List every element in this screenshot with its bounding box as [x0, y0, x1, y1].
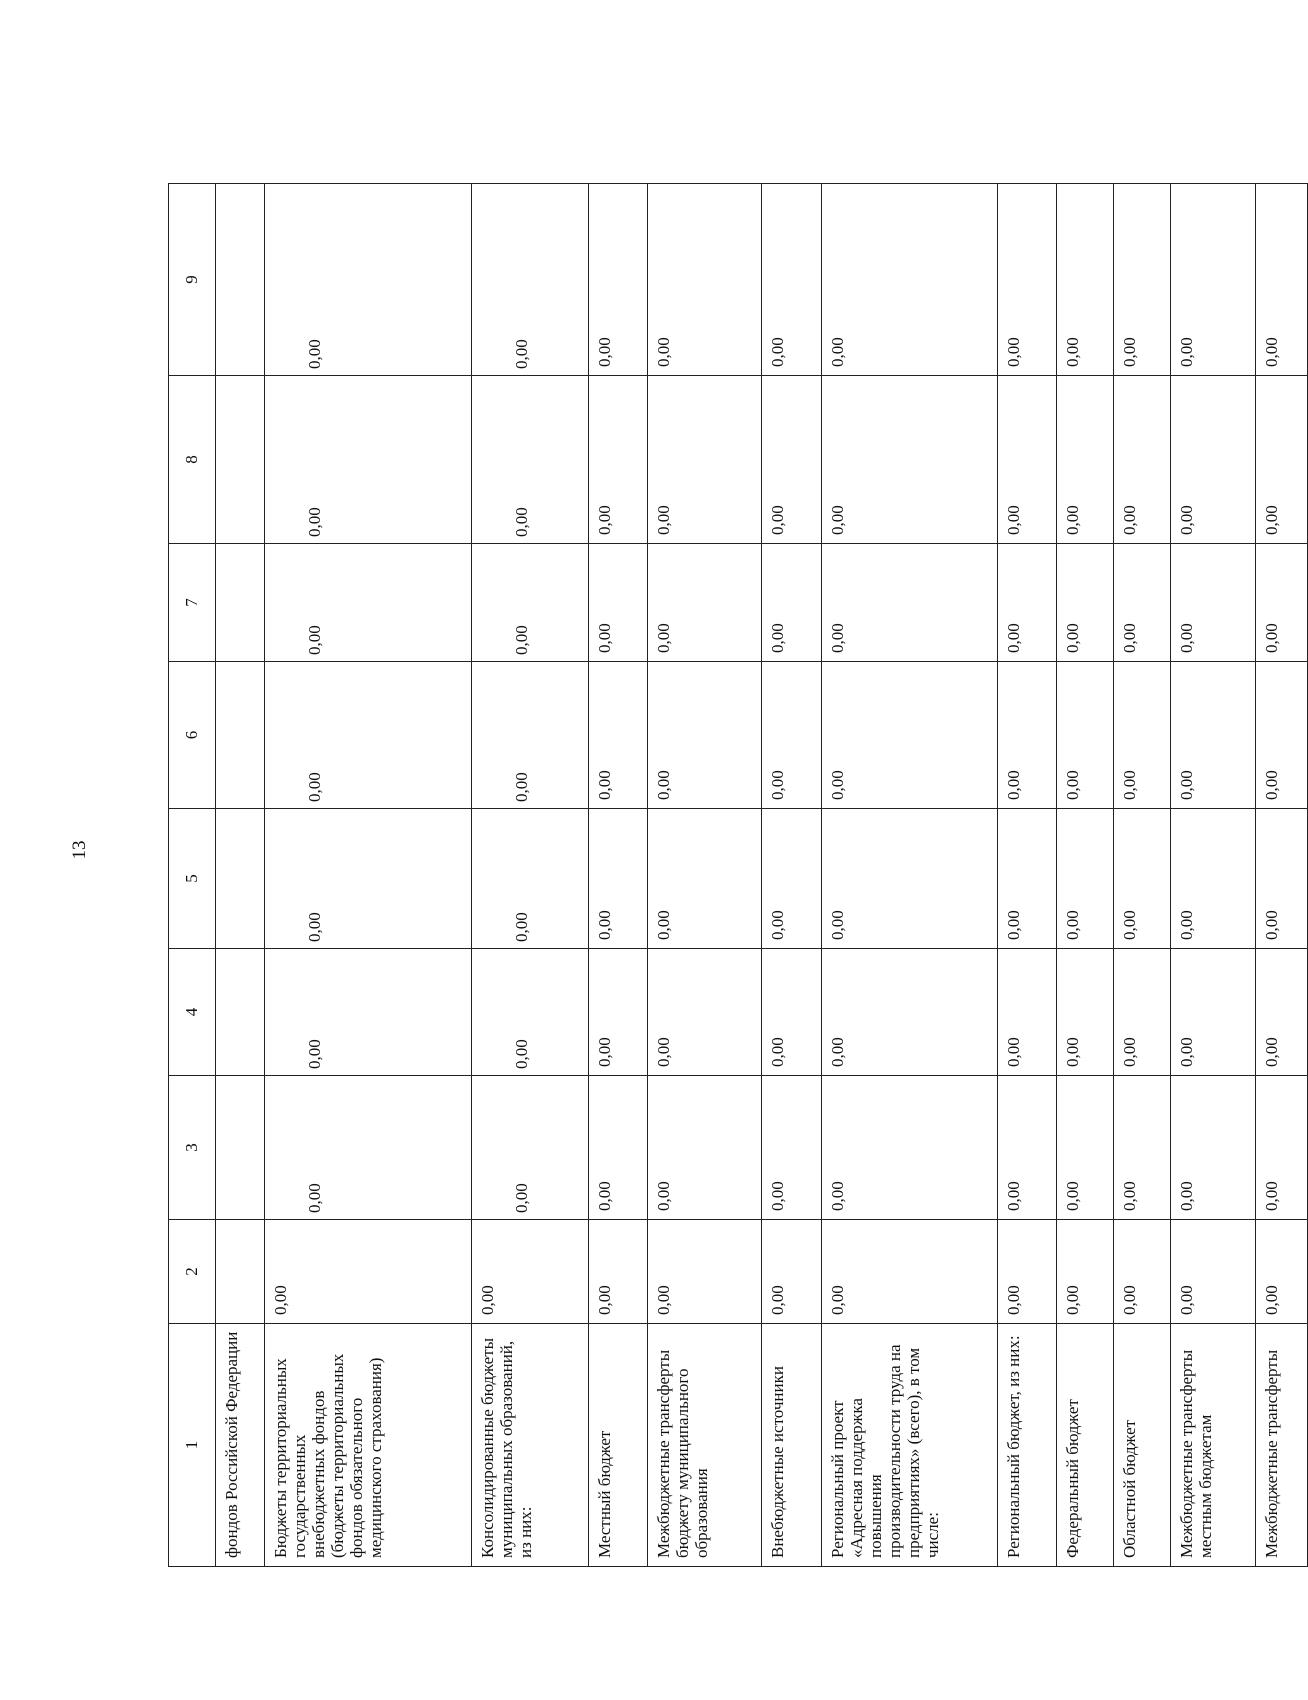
table-cell: 0,00 — [588, 949, 648, 1076]
table-cell: 0,00 — [1056, 809, 1113, 949]
table-cell: 0,00 — [762, 949, 822, 1076]
table-row — [998, 184, 1056, 1567]
table-cell: 0,00 — [1113, 184, 1170, 376]
table-cell: 0,00 — [1113, 376, 1170, 544]
table-cell: 0,00 — [1256, 809, 1308, 949]
table-cell: 0,00 — [762, 1076, 822, 1220]
table-cell: 0,00 — [1256, 1076, 1308, 1220]
column-header: 7 — [169, 544, 216, 662]
table-cell: 0,00 — [648, 662, 762, 809]
table-cell: 0,00 — [822, 809, 998, 949]
table-cell: 0,00 — [472, 376, 589, 544]
table-cell: 0,00 — [1113, 544, 1170, 662]
table-cell: 0,00 — [648, 1076, 762, 1220]
table-cell: 0,00 — [1170, 809, 1256, 949]
row-label: Бюджеты территориальных государственных внебюджетных фондов (бюджеты территориальных фондов обязательного медицинского страхования) — [264, 1324, 471, 1567]
table-cell: 0,00 — [472, 949, 589, 1076]
table-cell: 0,00 — [264, 949, 471, 1076]
table-cell — [215, 184, 264, 376]
table-cell: 0,00 — [822, 1076, 998, 1220]
table-cell: 0,00 — [822, 376, 998, 544]
column-header: 3 — [169, 1076, 216, 1220]
table-cell: 0,00 — [1256, 1220, 1308, 1324]
table-cell: 0,00 — [264, 184, 471, 376]
table-cell: 0,00 — [472, 184, 589, 376]
row-label: Региональный бюджет, из них: — [998, 1324, 1056, 1567]
table-cell: 0,00 — [588, 1076, 648, 1220]
table-cell: 0,00 — [998, 809, 1056, 949]
column-header: 1 — [169, 1324, 216, 1567]
table-cell: 0,00 — [1256, 662, 1308, 809]
table-cell: 0,00 — [822, 184, 998, 376]
table-cell — [215, 949, 264, 1076]
table-cell: 0,00 — [762, 662, 822, 809]
table-cell — [215, 809, 264, 949]
row-label: Областной бюджет — [1113, 1324, 1170, 1567]
table-cell: 0,00 — [998, 544, 1056, 662]
column-header: 4 — [169, 949, 216, 1076]
table-cell: 0,00 — [1056, 1220, 1113, 1324]
table-cell: 0,00 — [472, 809, 589, 949]
table-cell: 0,00 — [822, 1220, 998, 1324]
table-cell — [215, 1220, 264, 1324]
row-label: Межбюджетные трансферты местным бюджетам — [1170, 1324, 1256, 1567]
table-cell: 0,00 — [1170, 1076, 1256, 1220]
table-cell: 0,00 — [264, 1076, 471, 1220]
row-label: Местный бюджет — [588, 1324, 648, 1567]
column-header: 6 — [169, 662, 216, 809]
table-cell: 0,00 — [588, 662, 648, 809]
table-row — [1056, 184, 1113, 1567]
table-cell: 0,00 — [998, 949, 1056, 1076]
table-row — [1113, 184, 1170, 1567]
table-cell: 0,00 — [648, 376, 762, 544]
table-cell: 0,00 — [762, 809, 822, 949]
table-cell: 0,00 — [1113, 1076, 1170, 1220]
table-cell: 0,00 — [1170, 662, 1256, 809]
budget-table — [168, 183, 1308, 1567]
table-cell: 0,00 — [762, 184, 822, 376]
table-cell: 0,00 — [822, 662, 998, 809]
table-cell: 0,00 — [998, 376, 1056, 544]
table-cell: 0,00 — [1056, 949, 1113, 1076]
table-row — [648, 184, 762, 1567]
table-cell: 0,00 — [762, 1220, 822, 1324]
table-row — [1170, 184, 1256, 1567]
column-header: 2 — [169, 1220, 216, 1324]
table-cell: 0,00 — [264, 544, 471, 662]
table-cell: 0,00 — [1256, 949, 1308, 1076]
table-cell: 0,00 — [1056, 662, 1113, 809]
table-cell: 0,00 — [264, 809, 471, 949]
column-header: 8 — [169, 376, 216, 544]
table-cell: 0,00 — [1256, 184, 1308, 376]
row-label: Консолидированные бюджеты муниципальных образований, из них: — [472, 1324, 589, 1567]
table-cell: 0,00 — [1256, 376, 1308, 544]
table-cell: 0,00 — [998, 1220, 1056, 1324]
table-row — [822, 184, 998, 1567]
table-cell: 0,00 — [648, 949, 762, 1076]
table-cell: 0,00 — [1113, 1220, 1170, 1324]
table-cell: 0,00 — [472, 662, 589, 809]
table-cell: 0,00 — [998, 1076, 1056, 1220]
table-header-row — [169, 184, 216, 1567]
row-label: Межбюджетные трансферты бюджету муниципального образования — [648, 1324, 762, 1567]
table-cell: 0,00 — [1113, 662, 1170, 809]
table-cell: 0,00 — [1170, 949, 1256, 1076]
table-cell — [215, 544, 264, 662]
table-cell: 0,00 — [1113, 949, 1170, 1076]
table-cell: 0,00 — [648, 1220, 762, 1324]
table-cell: 0,00 — [1170, 544, 1256, 662]
row-label: Федеральный бюджет — [1056, 1324, 1113, 1567]
table-row — [588, 184, 648, 1567]
column-header: 5 — [169, 809, 216, 949]
table-cell: 0,00 — [1256, 544, 1308, 662]
table-row — [1256, 184, 1308, 1567]
table-cell: 0,00 — [588, 376, 648, 544]
table-cell: 0,00 — [472, 544, 589, 662]
table-cell: 0,00 — [822, 949, 998, 1076]
table-cell: 0,00 — [762, 544, 822, 662]
table-row — [264, 184, 471, 1567]
table-cell: 0,00 — [264, 1220, 471, 1324]
table-cell: 0,00 — [472, 1076, 589, 1220]
table-cell — [215, 1076, 264, 1220]
table-cell: 0,00 — [588, 184, 648, 376]
table-cell: 0,00 — [1170, 184, 1256, 376]
row-label: Внебюджетные источники — [762, 1324, 822, 1567]
table-cell: 0,00 — [1056, 544, 1113, 662]
row-label: Межбюджетные трансферты — [1256, 1324, 1308, 1567]
table-cell: 0,00 — [648, 184, 762, 376]
table-row — [215, 184, 264, 1567]
row-label: Региональный проект «Адресная поддержка повышения производительности труда на предприятиях» (всего), в том числе: — [822, 1324, 998, 1567]
column-header: 9 — [169, 184, 216, 376]
table-cell: 0,00 — [264, 662, 471, 809]
table-cell: 0,00 — [472, 1220, 589, 1324]
table-cell: 0,00 — [264, 376, 471, 544]
table-cell: 0,00 — [588, 544, 648, 662]
rotated-table-frame — [168, 184, 1308, 1567]
table-cell: 0,00 — [588, 1220, 648, 1324]
table-cell: 0,00 — [998, 184, 1056, 376]
table-cell: 0,00 — [998, 662, 1056, 809]
table-cell: 0,00 — [1056, 1076, 1113, 1220]
page-number: 13 — [69, 840, 90, 860]
table-cell: 0,00 — [1056, 376, 1113, 544]
table-cell: 0,00 — [1170, 1220, 1256, 1324]
table-cell: 0,00 — [648, 809, 762, 949]
table-cell — [215, 662, 264, 809]
table-cell — [215, 376, 264, 544]
row-label: фондов Российской Федерации — [215, 1324, 264, 1567]
table-cell: 0,00 — [588, 809, 648, 949]
table-cell: 0,00 — [1113, 809, 1170, 949]
table-cell: 0,00 — [1170, 376, 1256, 544]
table-cell: 0,00 — [648, 544, 762, 662]
table-cell: 0,00 — [1056, 184, 1113, 376]
table-cell: 0,00 — [762, 376, 822, 544]
table-row — [762, 184, 822, 1567]
table-row — [472, 184, 589, 1567]
table-cell: 0,00 — [822, 544, 998, 662]
